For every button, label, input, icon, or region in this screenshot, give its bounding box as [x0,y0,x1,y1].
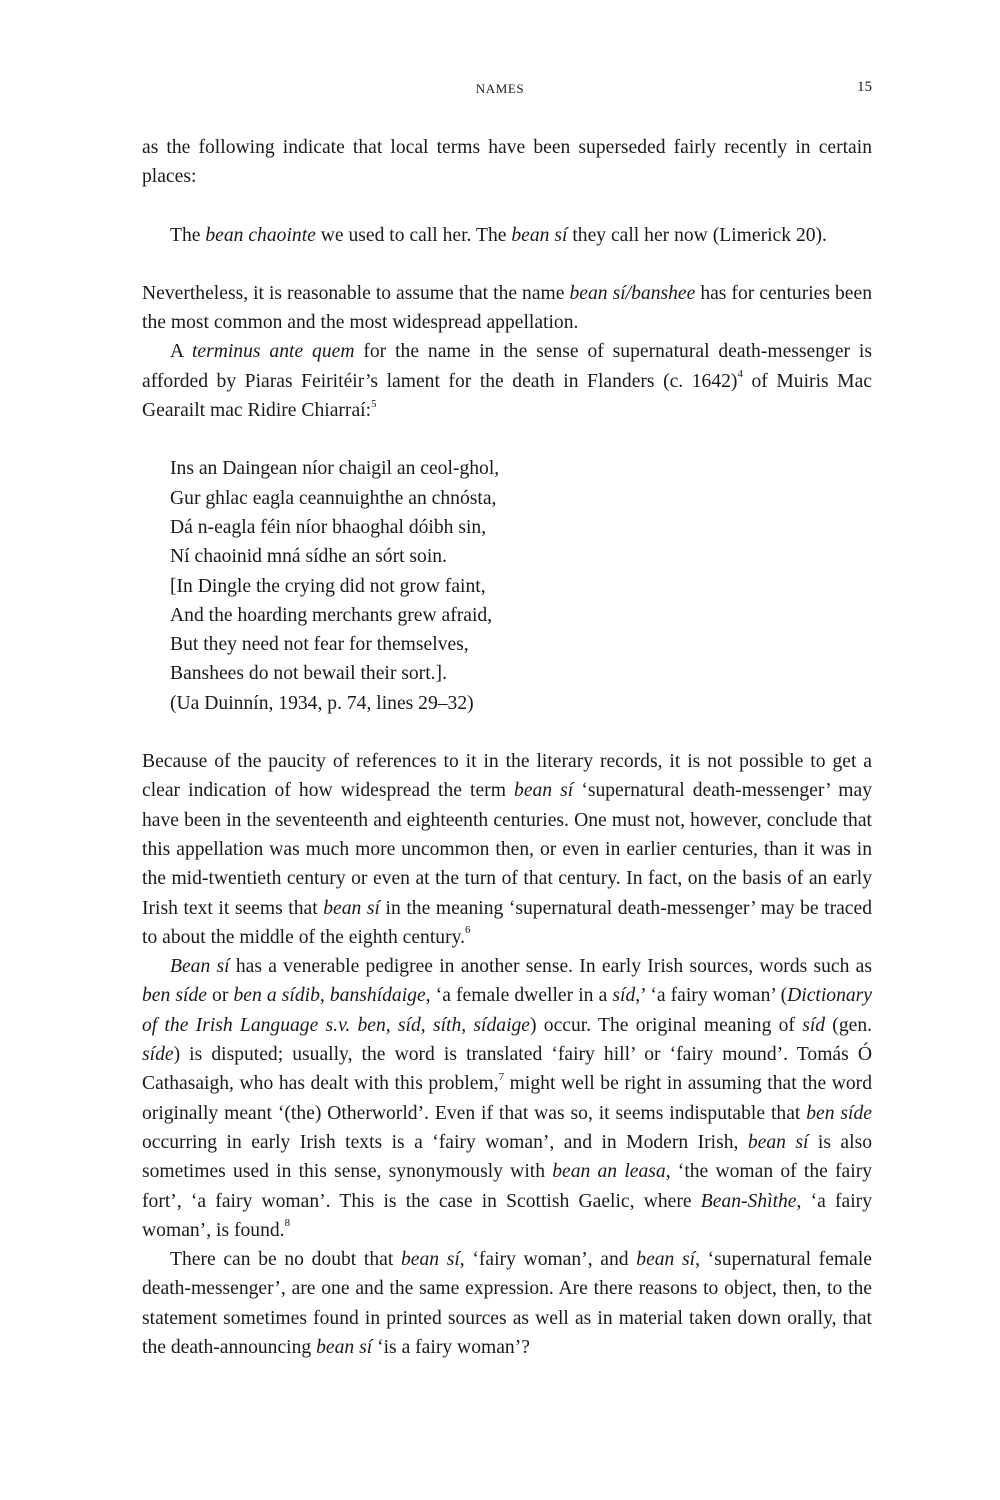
block-quote-limerick: The bean chaointe we used to call her. The bean sí they call her now (Limerick 20). [170,224,827,246]
footnote-marker: 8 [284,1217,291,1230]
verse-quote [170,454,872,718]
verse-line: Dá n-eagla féin níor bhaoghal dóibh sin, [170,516,487,538]
footnote-marker: 5 [371,397,377,410]
footnote-marker: 6 [465,924,471,937]
verse-line: Ins an Daingean níor chaigil an ceol-ghol, [170,458,500,480]
verse-line: Ní chaoinid mná sídhe an sórt soin. [170,546,447,568]
running-head [0,78,1000,102]
verse-line: But they need not fear for themselves, [170,634,469,656]
footnote-marker: 4 [737,368,743,381]
paragraph-paucity: Because of the paucity of references to it in the literary records, it is not possible to get a clear indication of how widespread the term bean sí ‘supernatural death-messenger’ may have been in the seventeenth and eighteenth centuries. One must not, however, conclude that this appellation was much more uncommon then, or even in earlier centuries, than it was in the mid-twentieth century or even at the turn of that century. In fact, on the basis of an early Irish text it seems that bean sí in the meaning ‘supernatural death-messenger’ may be traced to about the middle of the eighth century.$^6$ [142,751,872,948]
paragraph-pedigree: Bean sí has a venerable pedigree in another sense. In early Irish sources, words such as ben síde or ben a sídib, banshídaige, ‘a female dweller in a síd,’ ‘a fairy woman’ (Dictionary of the Irish Language s.v. ben, síd, síth, sídaige) occur. The original meaning of síd (gen. síde) is disputed; usually, the word is translated ‘fairy hill’ or ‘fairy mound’. Tomás Ó Cathasaigh, who has dealt with this problem,$^7$ might well be right in assuming that the word originally meant ‘(the) Otherworld’. Even if that was so, it seems indisputable that ben síde occurring in early Irish texts is a ‘fairy woman’, and in Modern Irish, bean sí is also sometimes used in this sense, synonymously with bean an leasa, ‘the woman of the fairy fort’, ‘a fairy woman’. This is the case in Scottish Gaelic, where Bean-Shìthe, ‘a fairy woman’, is found.$^8$ [142,956,873,1241]
paragraph-nevertheless: Nevertheless, it is reasonable to assume that the name bean sí/banshee has for centuries been the most common and the most widespread appellation. [142,282,872,334]
verse-line: Gur ghlac eagla ceannuighthe an chnósta, [170,487,497,509]
page-body [142,133,872,1362]
footnote-marker: 7 [498,1070,505,1083]
paragraph-no-doubt: There can be no doubt that bean sí, ‘fairy woman’, and bean sí, ‘supernatural female death-messenger’, are one and the same expression. Are there reasons to object, then, to the statement sometimes found in printed sources as well as in material taken down orally, that the death-announcing bean sí ‘is a fairy woman’? [142,1249,872,1358]
paragraph-terminus: A terminus ante quem for the name in the sense of supernatural death-messenger is afforded by Piaras Feiritéir’s lament for the death in Flanders (c. 1642)$^4$ of Muiris Mac Gearailt mac Ridire Chiarraí:$^5$ [142,341,872,422]
verse-line: And the hoarding merchants grew afraid, [170,604,493,626]
verse-line: Banshees do not bewail their sort.]. [170,663,447,685]
verse-line: [In Dingle the crying did not grow faint, [170,575,486,597]
paragraph-continuation: as the following indicate that local terms have been superseded fairly recently in certain places: [142,137,872,188]
page-number: 15 [857,79,872,95]
running-title: NAMES [475,81,525,96]
verse-citation: (Ua Duinnín, 1934, p. 74, lines 29–32) [170,692,474,714]
